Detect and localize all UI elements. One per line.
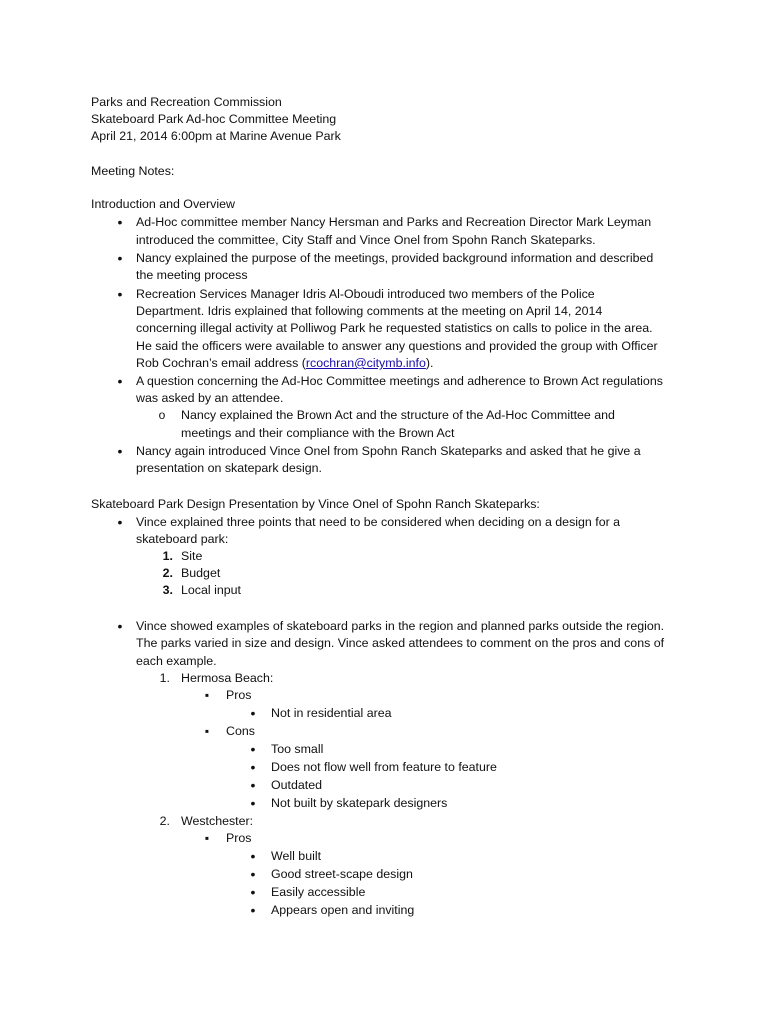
header-line-1: Parks and Recreation Commission — [91, 95, 282, 109]
intro-bullet-5-line-1: Nancy again introduced Vince Onel from Spohn Ranch Skateparks and asked that he give a — [136, 444, 641, 458]
point-number: 3. — [162, 583, 173, 597]
bullet-icon — [113, 372, 127, 391]
pro-item: Well built — [271, 849, 322, 863]
bullet-icon — [113, 617, 127, 636]
bullet-icon — [246, 704, 260, 723]
point-number: 2. — [162, 566, 173, 580]
square-bullet-icon — [200, 829, 214, 847]
pro-item: Not in residential area — [271, 706, 392, 720]
intro-bullet-3-line-2: Department. Idris explained that following comments at the meeting on April 14, 2014 — [136, 304, 603, 318]
header-line-3: April 21, 2014 6:00pm at Marine Avenue Park — [91, 129, 341, 143]
bullet-icon — [246, 901, 260, 920]
intro-bullet-4-line-1: A question concerning the Ad-Hoc Committee meetings and adherence to Brown Act regulations — [136, 374, 663, 388]
bullet-icon — [246, 758, 260, 777]
point-label: Budget — [181, 566, 221, 580]
bullet-icon — [113, 442, 127, 461]
intro-bullet-3-line-4: He said the officers were available to answer any questions and provided the group with Officer — [136, 339, 658, 353]
park-name: Westchester: — [181, 814, 254, 828]
email-link[interactable]: rcochran@citymb.info — [305, 356, 426, 370]
bullet-icon — [246, 794, 260, 813]
bullet-icon — [113, 249, 127, 268]
pro-item: Good street-scape design — [271, 867, 413, 881]
intro-bullet-5-line-2: presentation on skatepark design. — [136, 461, 322, 475]
email-address-suffix: ). — [425, 356, 434, 370]
intro-bullet-3-line-1: Recreation Services Manager Idris Al-Oboudi introduced two members of the Police — [136, 287, 595, 301]
email-address-prefix: Rob Cochran’s email address ( — [136, 356, 306, 370]
con-item: Does not flow well from feature to feature — [271, 760, 497, 774]
point-label: Local input — [181, 583, 241, 597]
intro-bullet-1-line-1: Ad-Hoc committee member Nancy Hersman and Parks and Recreation Director Mark Leyman — [136, 215, 652, 229]
sub-bullet-circle-icon — [155, 406, 169, 424]
park-name: Hermosa Beach: — [181, 671, 274, 685]
park-number: 1. — [159, 671, 170, 685]
point-number: 1. — [162, 549, 173, 563]
bullet-icon — [113, 213, 127, 232]
con-item: Too small — [271, 742, 324, 756]
point-label: Site — [181, 549, 203, 563]
bullet-icon — [246, 740, 260, 759]
design-bullet-1-line-2: skateboard park: — [136, 532, 229, 546]
square-bullet-icon — [200, 686, 214, 704]
intro-sub-bullet-line-2: meetings and their compliance with the Brown Act — [181, 426, 455, 440]
design-bullet-2-line-3: each example. — [136, 654, 217, 668]
design-bullet-2-line-2: The parks varied in size and design. Vince asked attendees to comment on the pros and cons of — [136, 636, 665, 650]
bullet-icon — [113, 513, 127, 532]
bullet-icon — [113, 285, 127, 304]
bullet-icon — [246, 776, 260, 795]
park-number: 2. — [159, 814, 170, 828]
header-line-2: Skateboard Park Ad-hoc Committee Meeting — [91, 112, 337, 126]
cons-label: Cons — [226, 724, 255, 738]
intro-bullet-2-line-2: the meeting process — [136, 268, 248, 282]
meeting-notes-label: Meeting Notes: — [91, 164, 175, 178]
bullet-icon — [246, 883, 260, 902]
pros-label: Pros — [226, 831, 252, 845]
design-heading: Skateboard Park Design Presentation by Vince Onel of Spohn Ranch Skateparks: — [91, 497, 540, 511]
con-item: Outdated — [271, 778, 322, 792]
intro-bullet-3-line-5 — [136, 354, 433, 372]
pro-item: Easily accessible — [271, 885, 366, 899]
intro-heading: Introduction and Overview — [91, 197, 235, 211]
con-item: Not built by skatepark designers — [271, 796, 448, 810]
pros-label: Pros — [226, 688, 252, 702]
intro-bullet-4-line-2: was asked by an attendee. — [136, 391, 284, 405]
design-bullet-2-line-1: Vince showed examples of skateboard parks in the region and planned parks outside the region. — [136, 619, 665, 633]
intro-sub-bullet-line-1: Nancy explained the Brown Act and the structure of the Ad-Hoc Committee and — [181, 408, 615, 422]
design-bullet-1-line-1: Vince explained three points that need to be considered when deciding on a design for a — [136, 515, 621, 529]
intro-bullet-3-line-3: concerning illegal activity at Polliwog Park he requested statistics on calls to police in the area. — [136, 321, 653, 335]
intro-bullet-1-line-2: introduced the committee, City Staff and Vince Onel from Spohn Ranch Skateparks. — [136, 233, 596, 247]
bullet-icon — [246, 847, 260, 866]
square-bullet-icon — [200, 722, 214, 740]
intro-bullet-2-line-1: Nancy explained the purpose of the meetings, provided background information and described — [136, 251, 654, 265]
bullet-icon — [246, 865, 260, 884]
pro-item: Appears open and inviting — [271, 903, 415, 917]
